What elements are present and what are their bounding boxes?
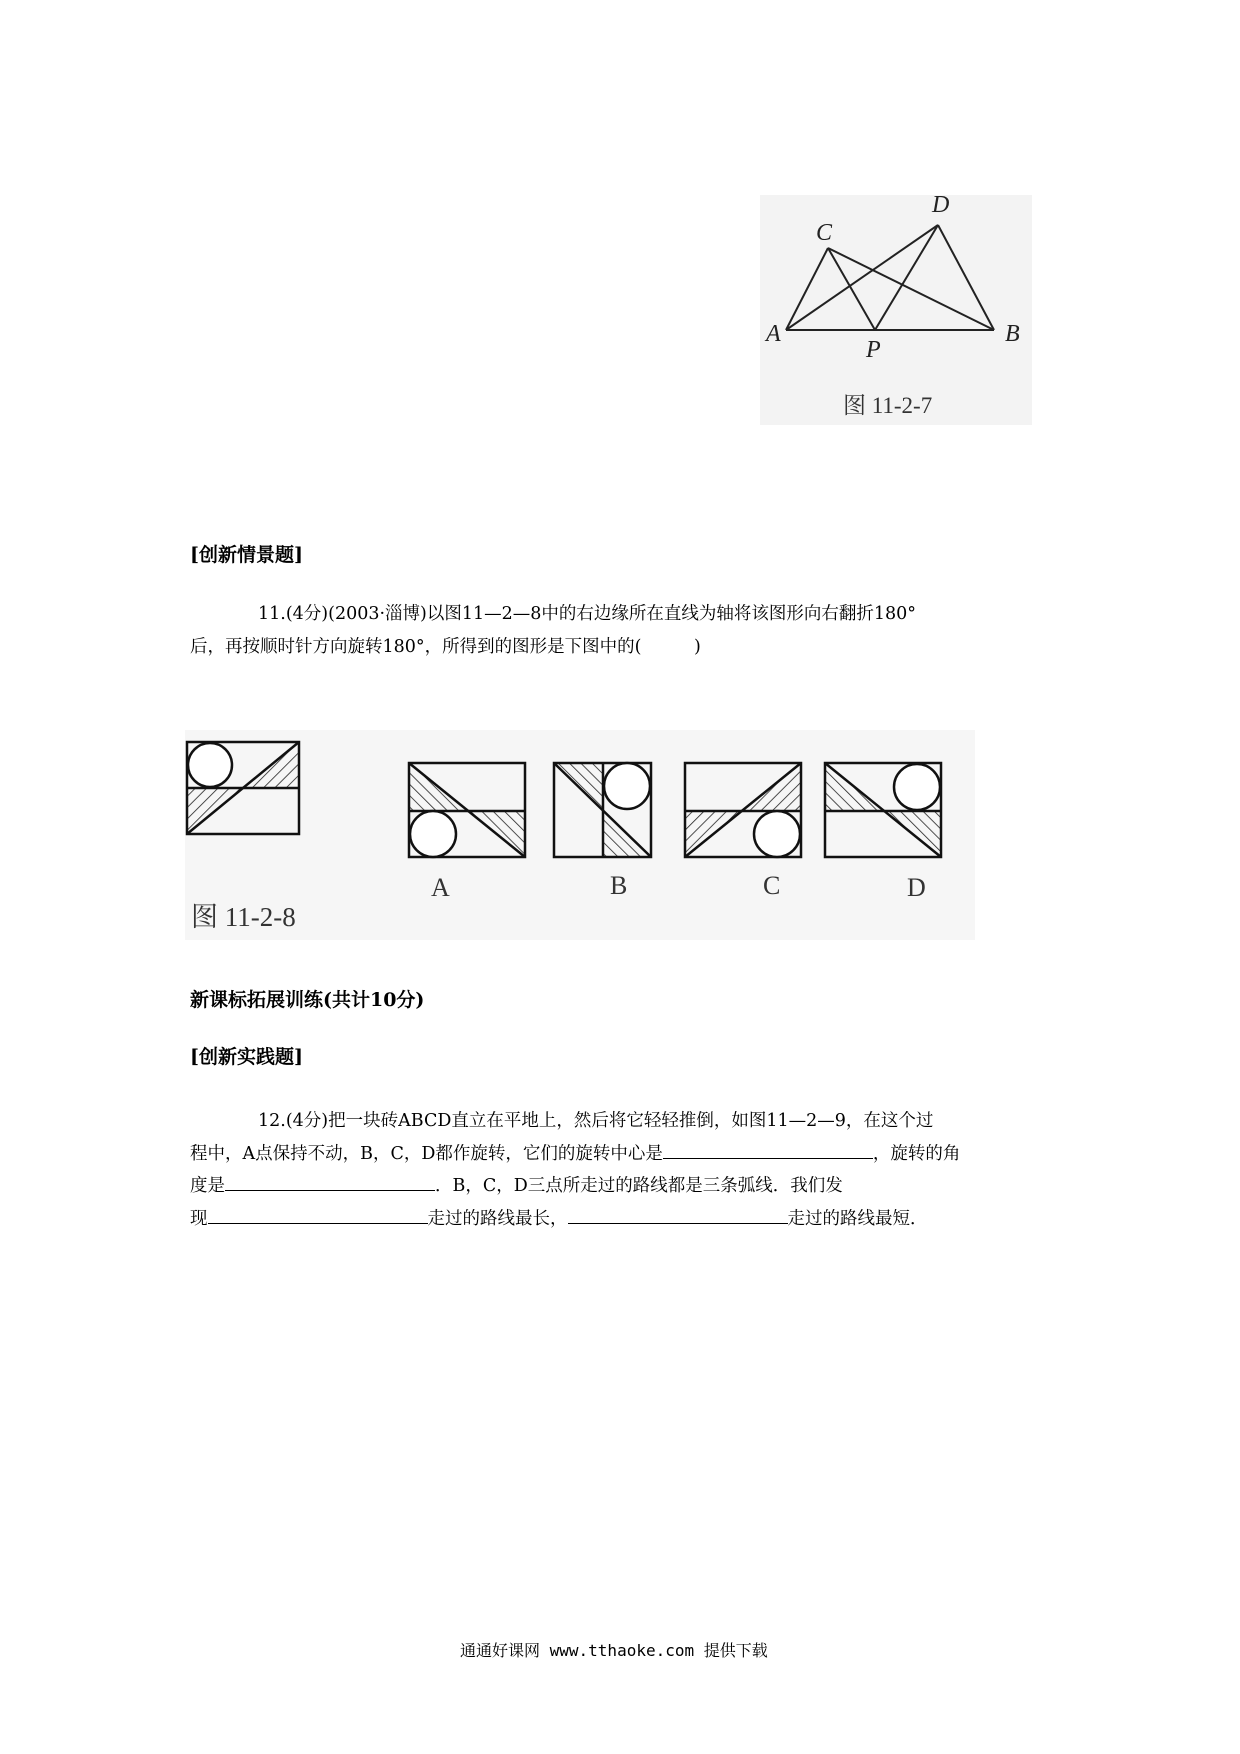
section-heading-innovation-scenario: [创新情景题] (190, 544, 303, 566)
option-a-figure (409, 763, 525, 857)
option-c-label: C (763, 871, 781, 900)
answer-blank-shortest-path[interactable] (568, 1203, 788, 1224)
label-p: P (866, 337, 881, 363)
option-d-figure (825, 763, 941, 857)
question-12-line-2 (190, 1138, 960, 1170)
question-12-line-1: 12.(4分)把一块砖ABCD直立在平地上，然后将它轻轻推倒，如图11—2—9，在这个过 (258, 1111, 934, 1131)
segment-ad (786, 225, 938, 330)
figure-caption: 图 11-2-7 (843, 393, 933, 418)
question-12-line-2-text-b: ，旋转的角 (872, 1144, 961, 1164)
section-heading-innovation-practice: [创新实践题] (190, 1046, 303, 1068)
label-b: B (1005, 321, 1020, 347)
figure-caption: 图 11-2-8 (191, 902, 296, 932)
answer-blank-rotation-center[interactable] (663, 1138, 873, 1159)
label-c: C (816, 220, 833, 246)
label-a: A (766, 321, 781, 347)
option-figures (185, 730, 975, 940)
question-12-line-4 (190, 1203, 928, 1235)
question-11-line-1: 11.(4分)(2003·淄博)以图11—2—8中的右边缘所在直线为轴将该图形向右翻折180° (258, 604, 917, 624)
question-11-line-2: 后，再按顺时针方向旋转180°，所得到的图形是下图中的( ) (190, 637, 701, 657)
question-12-line-2-text-a: 程中，A点保持不动，B，C，D都作旋转，它们的旋转中心是 (190, 1144, 663, 1164)
question-12-line-3-text-a: 度是 (190, 1176, 225, 1196)
answer-blank-rotation-angle[interactable] (225, 1170, 435, 1191)
option-a-label: A (431, 873, 450, 902)
triangle-diagram (760, 195, 1032, 425)
original-figure (187, 742, 299, 834)
question-12-line-4-text-a: 现 (190, 1209, 208, 1229)
figure-11-2-8 (185, 730, 975, 940)
question-12-line-4-text-b: 走过的路线最长， (427, 1209, 568, 1229)
option-c-figure (685, 763, 801, 857)
question-12-line-3 (190, 1170, 843, 1202)
option-b-figure (554, 763, 651, 857)
answer-blank-longest-path[interactable] (208, 1203, 428, 1224)
section-heading-extension-training: 新课标拓展训练(共计10分) (190, 989, 425, 1011)
segment-db (938, 225, 994, 330)
label-d: D (932, 195, 950, 218)
segment-ac (786, 248, 828, 330)
segment-cb (828, 248, 994, 330)
figure-11-2-7 (760, 195, 1032, 425)
question-12-line-4-text-c: 走过的路线最短． (787, 1209, 928, 1229)
question-12-line-3-text-b: ．B，C，D三点所走过的路线都是三条弧线．我们发 (435, 1176, 843, 1196)
segment-dp (875, 225, 938, 330)
option-d-label: D (907, 873, 926, 902)
option-b-label: B (610, 871, 628, 900)
footer-text: 通通好课网 www.tthaoke.com 提供下载 (460, 1641, 768, 1660)
